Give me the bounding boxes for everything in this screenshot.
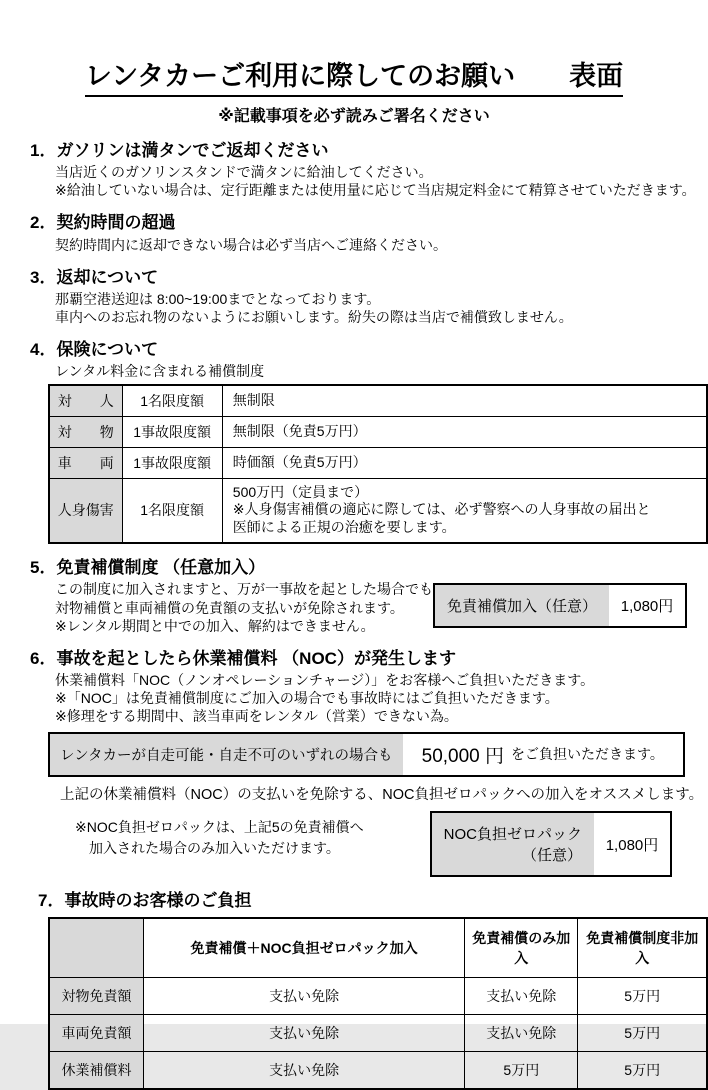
section-5-heading: 5．免責補償制度 （任意加入） bbox=[30, 558, 266, 578]
section-3-line-1: 那覇空港送迎は 8:00~19:00までとなっております。 bbox=[55, 290, 381, 307]
insurance-table bbox=[48, 384, 708, 545]
section-3-heading: 3．返却について bbox=[30, 267, 159, 287]
page-title-text: レンタカーご利用に際してのお願い 表面 bbox=[85, 54, 623, 97]
section-6-body bbox=[55, 671, 708, 726]
insurance-row-limit: 1事故限度額 bbox=[122, 416, 222, 447]
burden-header-waiver-plus-zeropack: 免責補償＋NOC負担ゼロパック加入 bbox=[144, 918, 465, 978]
section-2-line-1: 契約時間内に返却できない場合は必ず当店へご連絡ください。 bbox=[55, 236, 447, 253]
section-6-heading: 6．事故を起としたら休業補償料 （NOC）が発生します bbox=[30, 648, 456, 668]
insurance-row-label: 人身傷害 bbox=[49, 478, 122, 543]
noc-charge-suffix: をご負担いただきます。 bbox=[511, 746, 664, 763]
insurance-row-coverage: 無制限（免責5万円） bbox=[222, 416, 707, 447]
section-customer-burden bbox=[0, 890, 708, 1090]
waiver-price-box bbox=[433, 583, 687, 628]
insurance-row-sharyo bbox=[49, 447, 707, 478]
burden-cell: 5万円 bbox=[578, 978, 707, 1015]
section-waiver bbox=[0, 557, 708, 635]
insurance-row-limit: 1事故限度額 bbox=[122, 447, 222, 478]
zero-pack-note-row bbox=[0, 811, 708, 877]
page-title bbox=[0, 54, 708, 97]
insurance-table-caption: レンタル料金に含まれる補償制度 bbox=[55, 363, 265, 380]
section-2-heading: 2．契約時間の超過 bbox=[30, 213, 176, 233]
insurance-row-label: 対 人 bbox=[49, 385, 122, 417]
section-5-line-3: ※レンタル期間と中での加入、解約はできません。 bbox=[55, 617, 375, 634]
section-5-line-1: この制度に加入されますと、万が一事故を起とした場合でも bbox=[55, 581, 433, 598]
section-return bbox=[0, 267, 708, 326]
insurance-row-coverage: 時価額（免責5万円） bbox=[222, 447, 707, 478]
section-5-row bbox=[0, 580, 708, 635]
burden-cell: 支払い免除 bbox=[465, 978, 578, 1015]
section-6-line-2: ※「NOC」は免責補償制度にご加入の場合でも事故時にはご負担いただきます。 bbox=[55, 690, 559, 707]
zero-pack-price-value: 1,080円 bbox=[594, 813, 670, 875]
section-overtime bbox=[0, 212, 708, 253]
section-7-heading: 7．事故時のお客様のご負担 bbox=[38, 891, 252, 911]
burden-row-label: 車両免責額 bbox=[49, 1015, 144, 1052]
noc-charge-amount: 50,000 円 bbox=[421, 745, 505, 767]
burden-cell: 支払い免除 bbox=[465, 1015, 578, 1052]
section-6-line-1: 休業補償料「NOC（ノンオペレーションチャージ）」をお客様へご負担いただきます。 bbox=[55, 671, 595, 688]
burden-row-label: 対物免責額 bbox=[49, 978, 144, 1015]
insurance-row-label: 対 物 bbox=[49, 416, 122, 447]
burden-table-header-row bbox=[49, 918, 707, 978]
insurance-row-coverage bbox=[222, 478, 707, 543]
coverage-note-1: ※人身傷害補償の適応に際しては、必ず警察への人身事故の届出と bbox=[232, 501, 651, 518]
insurance-row-taibutsu bbox=[49, 416, 707, 447]
zero-pack-notes bbox=[75, 811, 364, 858]
insurance-row-taijin bbox=[49, 385, 707, 417]
insurance-row-label: 車 両 bbox=[49, 447, 122, 478]
section-5-body bbox=[55, 580, 433, 635]
section-5-line-2: 対物補償と車両補償の免責額の支払いが免除されます。 bbox=[55, 599, 404, 616]
zero-pack-label-line-2: （任意） bbox=[521, 847, 582, 865]
section-1-line-2: ※給油していない場合は、定行距離または使用量に応じて当店規定料金にて精算させていただきます。 bbox=[55, 182, 696, 199]
waiver-price-value: 1,080円 bbox=[609, 585, 685, 626]
burden-row-taibutsu bbox=[49, 978, 707, 1015]
noc-charge-box bbox=[48, 732, 685, 777]
waiver-price-label-text: 免責補償加入（任意） bbox=[447, 598, 598, 616]
burden-cell: 支払い免除 bbox=[144, 978, 465, 1015]
section-2-body bbox=[55, 236, 708, 254]
zero-pack-note-2: 加入された場合のみ加入いただけます。 bbox=[89, 839, 340, 856]
section-1-heading: 1．ガソリンは満タンでご返却ください bbox=[30, 141, 329, 160]
burden-cell: 支払い免除 bbox=[144, 1052, 465, 1090]
burden-cell: 5万円 bbox=[465, 1052, 578, 1090]
section-4-heading: 4．保険について bbox=[30, 340, 159, 360]
zero-pack-price-box bbox=[430, 811, 672, 877]
burden-row-kyugyo bbox=[49, 1052, 707, 1090]
section-1-body bbox=[55, 163, 708, 199]
burden-cell: 5万円 bbox=[578, 1015, 707, 1052]
section-1-line-1: 当店近くのガソリンスタンドで満タンに給油してください。 bbox=[55, 164, 433, 181]
section-3-body bbox=[55, 290, 708, 326]
waiver-price-label bbox=[435, 585, 609, 626]
burden-row-label: 休業補償料 bbox=[49, 1052, 144, 1090]
burden-cell: 支払い免除 bbox=[144, 1015, 465, 1052]
insurance-row-limit: 1名限度額 bbox=[122, 385, 222, 417]
burden-header-empty bbox=[49, 918, 144, 978]
section-noc bbox=[0, 648, 708, 878]
insurance-row-jinshin bbox=[49, 478, 707, 543]
burden-cell: 5万円 bbox=[578, 1052, 707, 1090]
zero-pack-label-line-1: NOC負担ゼロパック bbox=[443, 826, 582, 844]
section-insurance bbox=[0, 339, 708, 544]
burden-table bbox=[48, 917, 708, 1090]
zero-pack-recommendation: 上記の休業補償料（NOC）の支払いを免除する、NOC負担ゼロパックへの加入をオススメします。 bbox=[60, 786, 704, 803]
section-6-line-3: ※修理をする期間中、該当車両をレンタル（営業）できない為。 bbox=[55, 708, 458, 725]
burden-row-sharyo bbox=[49, 1015, 707, 1052]
burden-header-waiver-only: 免責補償のみ加入 bbox=[465, 918, 578, 978]
noc-charge-amount-area bbox=[403, 734, 683, 775]
zero-pack-note-1: ※NOC負担ゼロパックは、上記5の免責補償へ bbox=[75, 819, 364, 836]
burden-header-no-waiver: 免責補償制度非加入 bbox=[578, 918, 707, 978]
section-gasoline bbox=[0, 140, 708, 199]
noc-charge-label: レンタカーが自走可能・自走不可のいずれの場合も bbox=[50, 734, 403, 775]
zero-pack-price-label bbox=[432, 813, 594, 875]
coverage-note-2: 医師による正規の治癒を要します。 bbox=[232, 519, 456, 536]
insurance-row-coverage: 無制限 bbox=[222, 385, 707, 417]
insurance-row-limit: 1名限度額 bbox=[122, 478, 222, 543]
coverage-amount: 500万円（定員まで） bbox=[232, 483, 369, 500]
page-subtitle: ※記載事項を必ず読みご署名ください bbox=[218, 108, 490, 125]
section-3-line-2: 車内へのお忘れ物のないようにお願いします。紛失の際は当店で補償致しません。 bbox=[55, 309, 573, 326]
